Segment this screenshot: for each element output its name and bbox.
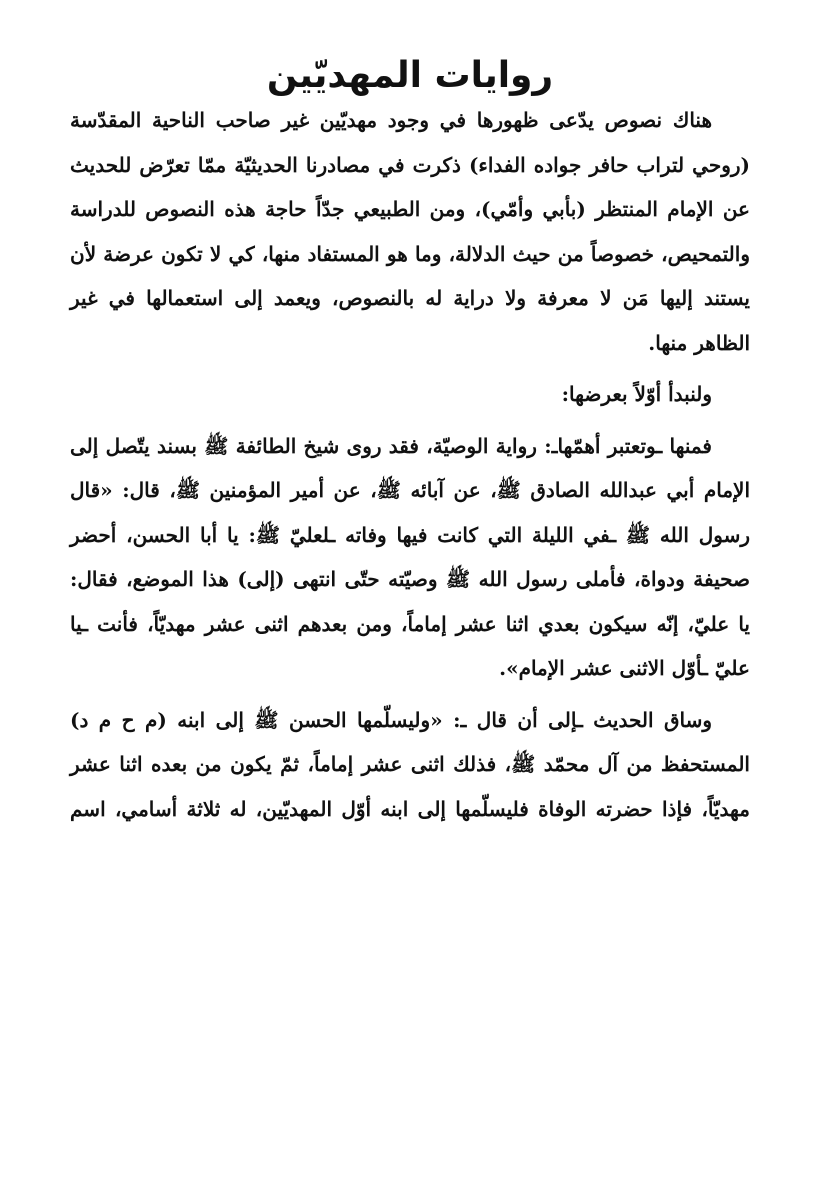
paragraph-start-presentation: ولنبدأ أوّلاً بعرضها:: [561, 382, 712, 406]
page-title: روايات المهديّين: [266, 55, 554, 97]
paragraph-hadith-continuation: وساق الحديث ـإلى أن قال ـ: «وليسلّمها الحسن ﷺ إلى ابنه (م ح م د) المستحفظ من آل محمّد ﷺ، فذلك اثنى عشر إماماً، ثمّ يكون من بعده اثنا عشر مهديّاً، فإذا حضرته الوفاة فليسلّمها إلى ابنه أوّل المهديّين، له ثلاثة أسامي، اسم: [70, 707, 750, 821]
document-page: [70, 0, 750, 1178]
body-text: [70, 98, 750, 838]
paragraph-will-narration: فمنها ـوتعتبر أهمّهاـ: رواية الوصيّة، فقد روى شيخ الطائفة ﷺ بسند يتّصل إلى الإمام أبي عبدالله الصادق ﷺ، عن آبائه ﷺ، عن أمير المؤمنين ﷺ، قال: «قال رسول الله ﷺ ـفي الليلة التي كانت فيها وفاته ـلعليّ ﷺ: يا أبا الحسن، أحضر صحيفة ودواة، فأملى رسول الله ﷺ وصيّته حتّى انتهى (إلى) هذا الموضع، فقال: يا عليّ، إنّه سيكون بعدي اثنا عشر إماماً، ومن بعدهم اثنى عشر مهديّاً، فأنت ـيا عليّ ـأوّل الاثنى عشر الإمام».: [70, 433, 750, 680]
paragraph-intro: هناك نصوص يدّعى ظهورها في وجود مهديّين غير صاحب الناحية المقدّسة (روحي لتراب حافر جواده الفداء) ذكرت في مصادرنا الحديثيّة ممّا تعرّض للحديث عن الإمام المنتظر (بأبي وأمّي)، ومن الطبيعي جدّاً حاجة هذه النصوص للدراسة والتمحيص، خصوصاً من حيث الدلالة، وما هو المستفاد منها، كي لا تكون عرضة لأن يستند إليها مَن لا معرفة ولا دراية له بالنصوص، ويعمد إلى استعمالها في غير الظاهر منها.: [70, 108, 750, 355]
